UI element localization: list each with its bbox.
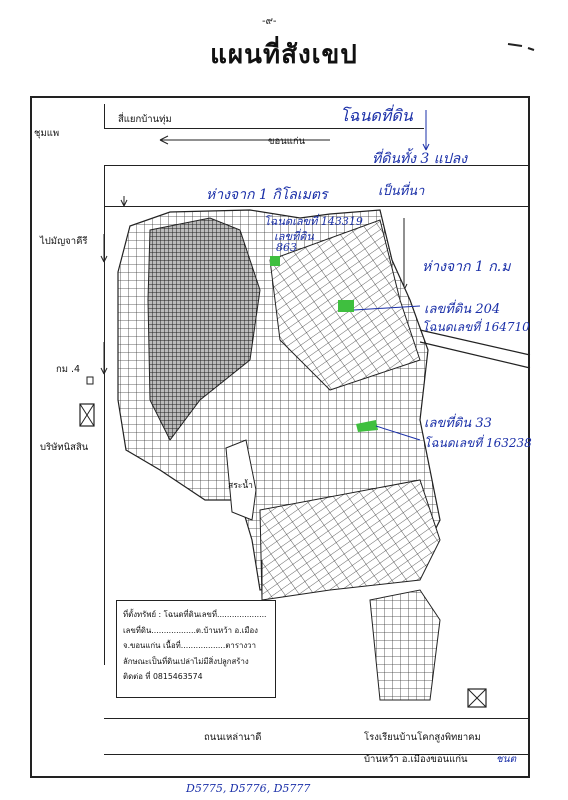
label-khonkaen: ขอนแก่น [268, 136, 306, 147]
km-marker-icon [87, 377, 93, 384]
label-school-location: บ้านหว้า อ.เมืองขอนแก่น [364, 754, 468, 765]
label-km4: กม .4 [56, 364, 81, 375]
arrow-down-icon [423, 110, 429, 150]
label-bottom-road: ถนนเหล่านาดี [204, 732, 262, 743]
stray-mark [508, 44, 534, 50]
legend-land-number: เลขที่ดิน..................ต.บ้านหว้า อ.เมือง [123, 625, 258, 635]
note-farmland: เป็นที่นา [378, 184, 425, 199]
document-codes: D5775, D5776, D5777 [186, 782, 311, 795]
note-parcel1-number: 863 [276, 241, 297, 254]
note-distance-1km-b: ห่างจาก 1 ก.ม [422, 259, 511, 275]
label-pond: สระน้ำ [228, 481, 253, 491]
label-company: บริษัทนิสสิน [40, 442, 89, 453]
arrow-down-icon [101, 342, 107, 374]
note-parcel3-deed: โฉนดเลขที่ 163238 [424, 436, 532, 450]
page-number: -๙- [262, 16, 277, 27]
arrow-down-icon [401, 218, 407, 290]
property-info-box [116, 600, 276, 698]
note-distance-1km: ห่างจาก 1 กิโลเมตร [206, 187, 328, 203]
note-parcel1-land: เลขที่ดิน [274, 230, 314, 243]
lot-block [370, 590, 440, 700]
parcel-204 [338, 300, 354, 312]
arrow-down-icon [101, 234, 107, 262]
note-parcel1-deed: โฉนดเลขที่ 143319 [264, 215, 363, 228]
legend-contact: ติดต่อ ที่ 0815463574 [123, 672, 203, 681]
parcel-863 [270, 256, 280, 266]
note-parcel2-land: เลขที่ดิน 204 [424, 302, 501, 317]
legend-location: ที่ตั้งทรัพย์ : โฉนดที่ดินเลขที่.................... [123, 610, 267, 619]
legend-area: จ.ขอนแก่น เนื้อที่..................ตารางวา [123, 641, 256, 650]
note-parcel2-deed: โฉนดเลขที่ 164710 [422, 320, 530, 334]
label-mancha: ไปมัญจาคีรี [40, 236, 88, 247]
legend-description: ลักษณะเป็นที่ดินเปล่าไม่มีสิ่งปลูกสร้าง [123, 656, 249, 666]
note-parcel3-land: เลขที่ดิน 33 [424, 416, 492, 431]
note-deed: โฉนดที่ดิน [340, 106, 413, 125]
note-corner-mark: ชนต [496, 754, 517, 765]
page-title: แผนที่สังเขป [210, 40, 358, 70]
label-school: โรงเรียนบ้านโคกสูงพิทยาคม [364, 732, 481, 743]
arrow-icon [121, 196, 127, 206]
label-top-road: สี่แยกบ้านทุ่ม [118, 114, 172, 125]
label-chumphae: ชุมแพ [34, 128, 60, 139]
note-three-plots: ที่ดินทั้ง 3 แปลง [372, 151, 468, 167]
